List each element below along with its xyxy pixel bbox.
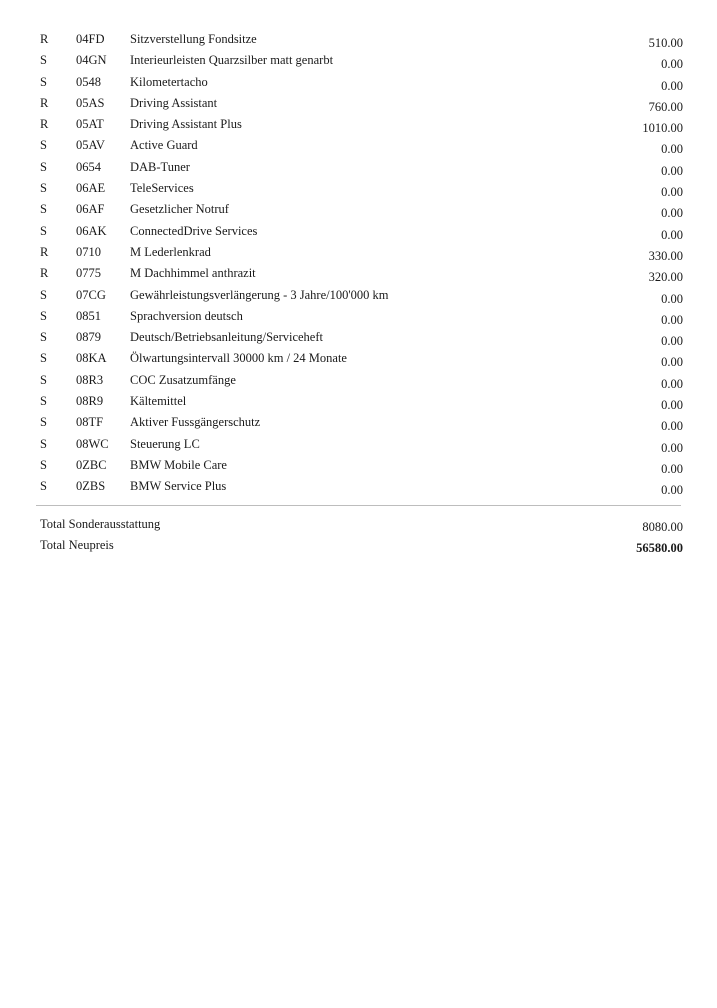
option-code: 0775 <box>76 266 101 281</box>
option-description: M Dachhimmel anthrazit <box>130 266 256 281</box>
option-row <box>0 348 717 369</box>
option-price: 0.00 <box>661 440 683 455</box>
option-code: 08WC <box>76 436 109 451</box>
total-options-value: 8080.00 <box>642 520 683 534</box>
option-code: 06AF <box>76 202 105 217</box>
option-description: Kilometertacho <box>130 74 208 89</box>
option-description: Gewährleistungsverlängerung - 3 Jahre/100'000 km <box>130 287 389 302</box>
option-description: BMW Service Plus <box>130 479 227 494</box>
option-row <box>0 327 717 348</box>
option-description: ConnectedDrive Services <box>130 223 258 238</box>
option-row <box>0 72 717 93</box>
option-description: Active Guard <box>130 138 198 153</box>
option-price: 0.00 <box>661 419 683 434</box>
option-price: 0.00 <box>661 227 683 242</box>
option-code: 0879 <box>76 330 101 345</box>
totals-divider <box>36 505 681 506</box>
option-type: S <box>40 223 47 238</box>
option-code: 0ZBS <box>76 479 106 494</box>
option-price: 0.00 <box>661 334 683 349</box>
option-price: 0.00 <box>661 291 683 306</box>
option-description: Sitzverstellung Fondsitze <box>130 32 257 46</box>
option-code: 08R9 <box>76 394 104 409</box>
option-price: 510.00 <box>648 36 683 50</box>
option-price: 330.00 <box>648 248 683 263</box>
option-price: 0.00 <box>661 185 683 200</box>
option-type: S <box>40 330 47 345</box>
option-code: 05AV <box>76 138 105 153</box>
option-type: R <box>40 266 49 281</box>
option-code: 06AE <box>76 181 106 196</box>
total-new-price-row <box>0 534 717 556</box>
option-type: S <box>40 287 47 302</box>
option-description: M Lederlenkrad <box>130 244 211 259</box>
option-description: Interieurleisten Quarzsilber matt genarbt <box>130 53 334 68</box>
option-code: 05AS <box>76 95 105 110</box>
option-description: BMW Mobile Care <box>130 457 227 472</box>
option-row <box>0 157 717 178</box>
option-description: Steuerung LC <box>130 436 200 451</box>
option-type: S <box>40 351 47 366</box>
option-description: Sprachversion deutsch <box>130 308 243 323</box>
total-new-price-label: Total Neupreis <box>40 538 114 552</box>
option-description: Deutsch/Betriebsanleitung/Serviceheft <box>130 330 323 345</box>
total-options-row <box>0 513 717 535</box>
option-type: S <box>40 74 47 89</box>
option-row <box>0 135 717 156</box>
option-row <box>0 221 717 242</box>
option-row <box>0 114 717 135</box>
option-type: S <box>40 479 47 494</box>
option-code: 0851 <box>76 308 101 323</box>
option-type: S <box>40 202 47 217</box>
option-description: Ölwartungsintervall 30000 km / 24 Monate <box>130 351 347 366</box>
option-type: R <box>40 95 49 110</box>
option-price: 0.00 <box>661 57 683 72</box>
option-type: S <box>40 436 47 451</box>
option-row <box>0 476 717 497</box>
option-row <box>0 242 717 263</box>
option-price: 0.00 <box>661 206 683 221</box>
option-type: R <box>40 117 49 132</box>
option-price: 0.00 <box>661 398 683 413</box>
option-type: S <box>40 138 47 153</box>
option-row <box>0 263 717 284</box>
option-code: 04FD <box>76 32 105 46</box>
option-description: DAB-Tuner <box>130 159 190 174</box>
option-description: Driving Assistant Plus <box>130 117 242 132</box>
option-row <box>0 455 717 476</box>
option-price: 0.00 <box>661 376 683 391</box>
options-list <box>0 29 717 498</box>
option-type: R <box>40 244 49 259</box>
option-code: 07CG <box>76 287 106 302</box>
option-code: 06AK <box>76 223 107 238</box>
option-price: 0.00 <box>661 78 683 93</box>
option-description: Aktiver Fussgängerschutz <box>130 415 261 430</box>
option-type: S <box>40 181 47 196</box>
option-type: S <box>40 53 47 68</box>
option-price: 0.00 <box>661 163 683 178</box>
option-code: 08TF <box>76 415 104 430</box>
option-code: 08KA <box>76 351 107 366</box>
option-type: S <box>40 457 47 472</box>
option-type: S <box>40 394 47 409</box>
option-row <box>0 391 717 412</box>
total-new-price-value: 56580.00 <box>636 541 683 555</box>
option-row <box>0 50 717 71</box>
option-price: 0.00 <box>661 142 683 157</box>
option-price: 320.00 <box>648 270 683 285</box>
option-description: Driving Assistant <box>130 95 218 110</box>
option-row <box>0 306 717 327</box>
option-type: S <box>40 415 47 430</box>
option-type: S <box>40 308 47 323</box>
option-row <box>0 434 717 455</box>
option-price: 760.00 <box>648 99 683 114</box>
option-type: S <box>40 372 47 387</box>
option-type: R <box>40 32 49 46</box>
option-row <box>0 370 717 391</box>
option-code: 0548 <box>76 74 101 89</box>
option-price: 1010.00 <box>642 121 683 136</box>
option-description: Kältemittel <box>130 394 187 409</box>
total-options-label: Total Sonderausstattung <box>40 517 161 531</box>
option-code: 08R3 <box>76 372 104 387</box>
option-price: 0.00 <box>661 483 683 498</box>
option-price: 0.00 <box>661 461 683 476</box>
option-type: S <box>40 159 47 174</box>
option-code: 0ZBC <box>76 457 107 472</box>
option-price: 0.00 <box>661 312 683 327</box>
option-description: Gesetzlicher Notruf <box>130 202 229 217</box>
option-row <box>0 93 717 114</box>
option-row <box>0 29 717 50</box>
option-description: TeleServices <box>130 181 194 196</box>
option-code: 04GN <box>76 53 107 68</box>
option-price: 0.00 <box>661 355 683 370</box>
option-row <box>0 199 717 220</box>
option-code: 0710 <box>76 244 101 259</box>
option-description: COC Zusatzumfänge <box>130 372 236 387</box>
option-row <box>0 178 717 199</box>
option-code: 0654 <box>76 159 101 174</box>
option-row <box>0 285 717 306</box>
option-row <box>0 412 717 433</box>
option-code: 05AT <box>76 117 104 132</box>
